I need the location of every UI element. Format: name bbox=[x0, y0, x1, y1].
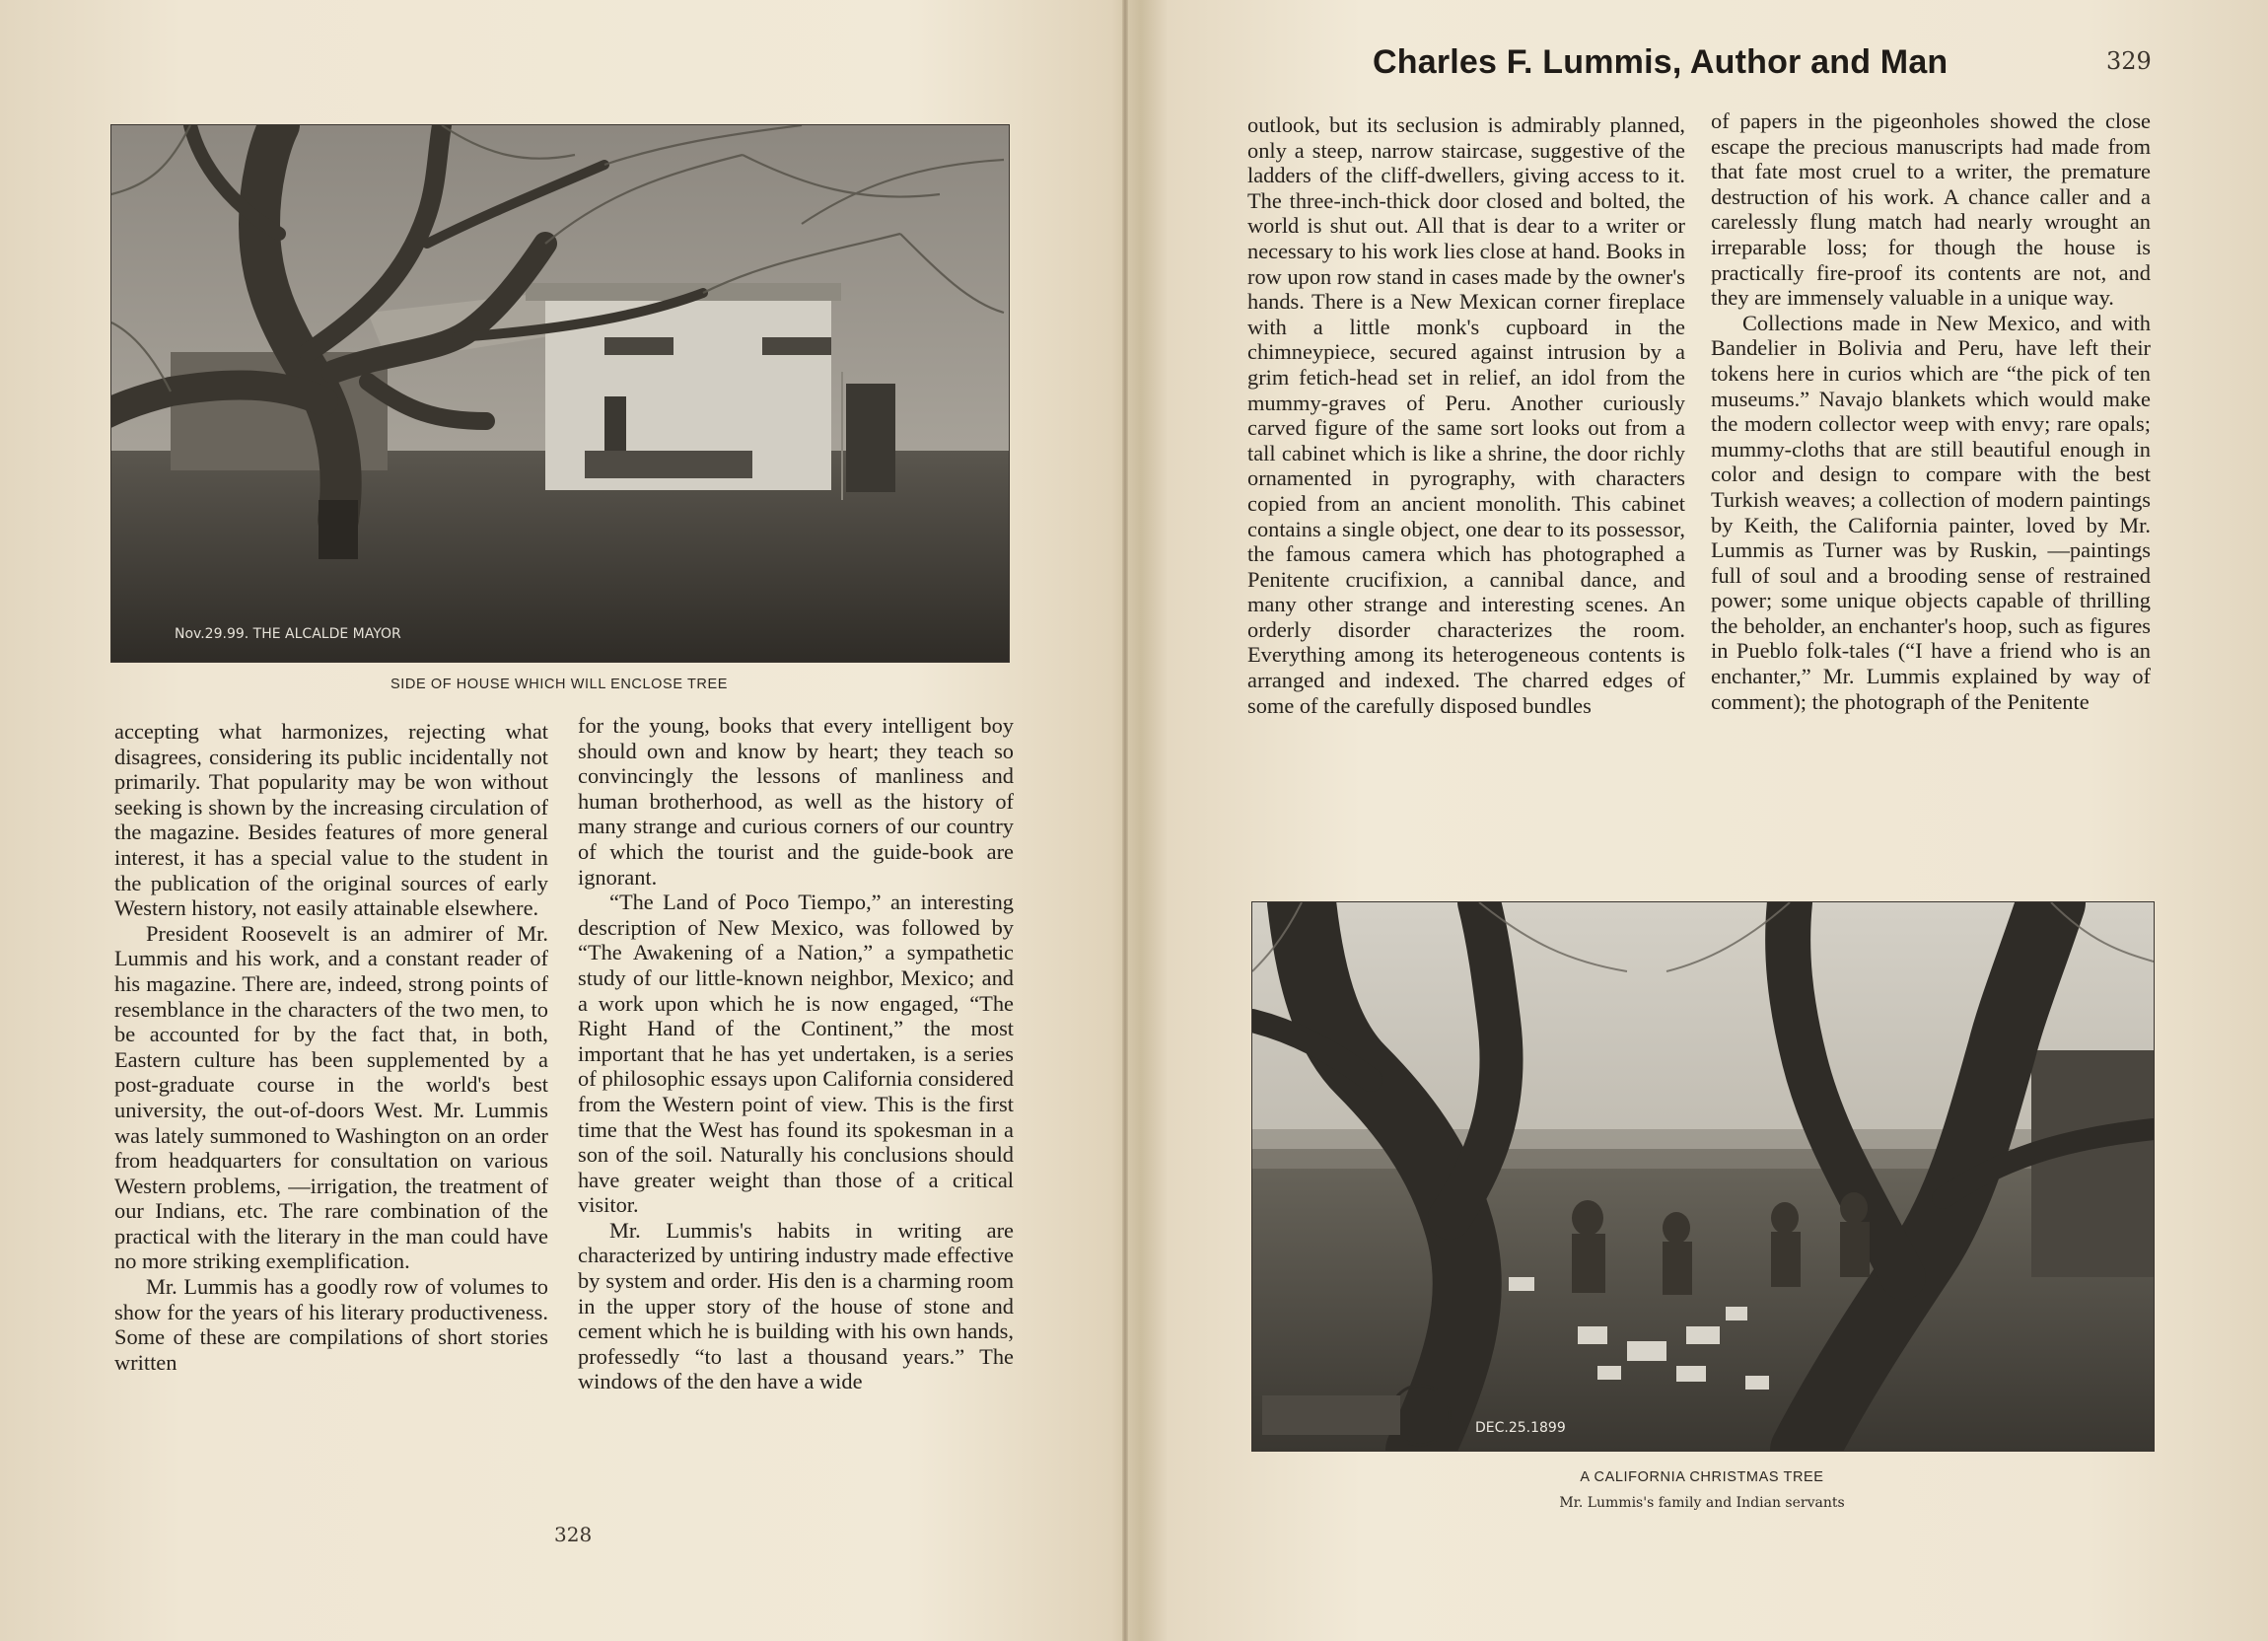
right-column-2 bbox=[1711, 108, 2151, 714]
left-column-1 bbox=[114, 719, 548, 1375]
paragraph: President Roosevelt is an admirer of Mr. Lummis and his work, and a constant reader of his magazine. There are, indeed, strong points of resemblance in the characters of the two men, to be accounted for by the fact that, in both, Eastern culture has been supplemented by a post-graduate course in the world's best university, the out-of-doors West. Mr. Lummis was lately summoned to Washington on an order from headquarters for consultation on various Western problems, —irrigation, the treatment of our Indians, etc. The rare combination of the practical with the literary in the man could have no more striking exemplification. bbox=[114, 920, 548, 1274]
paragraph: “The Land of Poco Tiempo,” an interesting description of New Mexico, was followed by “The Awakening of a Nation,” a sympathetic study of our little-known neighbor, Mexico; and a work upon which he is now engaged, “The Right Hand of the Continent,” the most important that he has yet undertaken, is a series of philosophic essays upon California considered from the Western point of view. This is the first time that the West has found its spokesman in a son of the soil. Naturally his conclusions should have greater weight than those of a critical visitor. bbox=[578, 890, 1014, 1218]
right-column-1 bbox=[1247, 112, 1685, 718]
paragraph: for the young, books that every intelligent boy should own and know by heart; they teach so convincingly the lessons of manliness and human brotherhood, as well as the history of many strange and curious corners of our country of which the tourist and the guide-book are ignorant. bbox=[578, 713, 1014, 890]
photo-inscription-right: DEC.25.1899 bbox=[1475, 1420, 1566, 1436]
photo-subcaption-right: Mr. Lummis's family and Indian servants bbox=[1559, 1495, 1845, 1511]
paragraph: Mr. Lummis has a goodly row of volumes to show for the years of his literary productiveness. Some of these are compilations of short stories written bbox=[114, 1274, 548, 1375]
page-number-left: 328 bbox=[554, 1523, 593, 1546]
paragraph: Mr. Lummis's habits in writing are characterized by untiring industry made effective by system and order. His den is a charming room in the upper story of the house of stone and cement which he is building with his own hands, professedly “to last a thousand years.” The windows of the den have a wide bbox=[578, 1217, 1014, 1394]
photo-caption-right: A CALIFORNIA CHRISTMAS TREE bbox=[1580, 1469, 1824, 1485]
photo-christmas-tree bbox=[1251, 901, 2155, 1452]
running-head: Charles F. Lummis, Author and Man bbox=[1373, 43, 1949, 81]
photo-house-and-tree-image bbox=[111, 125, 1009, 662]
photo-house-and-tree bbox=[110, 124, 1010, 663]
paragraph: of papers in the pigeonholes showed the close escape the precious manuscripts had made from that fate most cruel to a writer, the premature destruction of his work. A chance caller and a carelessly flung match had nearly wrought an irreparable loss; for though the house is practically fire-proof its contents are not, and they are immensely valuable in a unique way. bbox=[1711, 108, 2151, 311]
paragraph: accepting what harmonizes, rejecting what disagrees, considering its public incidentally not primarily. That popularity may be won without seeking is shown by the increasing circulation of the magazine. Besides features of more general interest, it has a special value to the student in the publication of the original sources of early Western history, not easily attainable elsewhere. bbox=[114, 719, 548, 921]
page-number-right: 329 bbox=[2106, 47, 2152, 75]
left-column-2 bbox=[578, 713, 1014, 1394]
photo-christmas-tree-image bbox=[1252, 902, 2154, 1451]
photo-caption-left: SIDE OF HOUSE WHICH WILL ENCLOSE TREE bbox=[390, 677, 729, 692]
paragraph: outlook, but its seclusion is admirably planned, only a steep, narrow staircase, suggestive of the ladders of the cliff-dwellers, giving access to it. The three-inch-thick door closed and bolted, the world is shut out. All that is dear to a writer or necessary to his work lies close at hand. Books in row upon row stand in cases made by the owner's hands. There is a New Mexican corner fireplace with a little monk's cupboard in the chimneypiece, secured against intrusion by a grim fetich-head set in relief, an idol from the mummy-graves of Peru. Another curiously carved figure of the same sort looks out from a tall cabinet which is like a shrine, the door richly ornamented in pyrography, with characters copied from an ancient monolith. This cabinet contains a single object, one dear to its possessor, the famous camera which has photographed a Penitente crucifixion, a cannibal dance, and many other strange and interesting scenes. An orderly disorder characterizes the room. Everything among its heterogeneous contents is arranged and indexed. The charred edges of some of the carefully disposed bundles bbox=[1247, 112, 1685, 718]
paragraph: Collections made in New Mexico, and with Bandelier in Bolivia and Peru, have left their tokens here in curios which are “the pick of ten museums.” Navajo blankets which would make the modern collector weep with envy; rare opals; mummy-cloths that are still beautiful enough in color and design to compare with the best Turkish weaves; a collection of modern paintings by Keith, the California painter, loved by Mr. Lummis as Turner was by Ruskin, —paintings full of soul and a brooding sense of restrained power; some unique objects capable of thrilling the beholder, an enchanter's hoop, such as figures in Pueblo folk-tales (“I have a friend who is an enchanter,” Mr. Lummis explained by way of comment); the photograph of the Penitente bbox=[1711, 310, 2151, 714]
photo-inscription-left: Nov.29.99. THE ALCALDE MAYOR bbox=[175, 626, 401, 642]
book-gutter bbox=[1122, 0, 1128, 1641]
